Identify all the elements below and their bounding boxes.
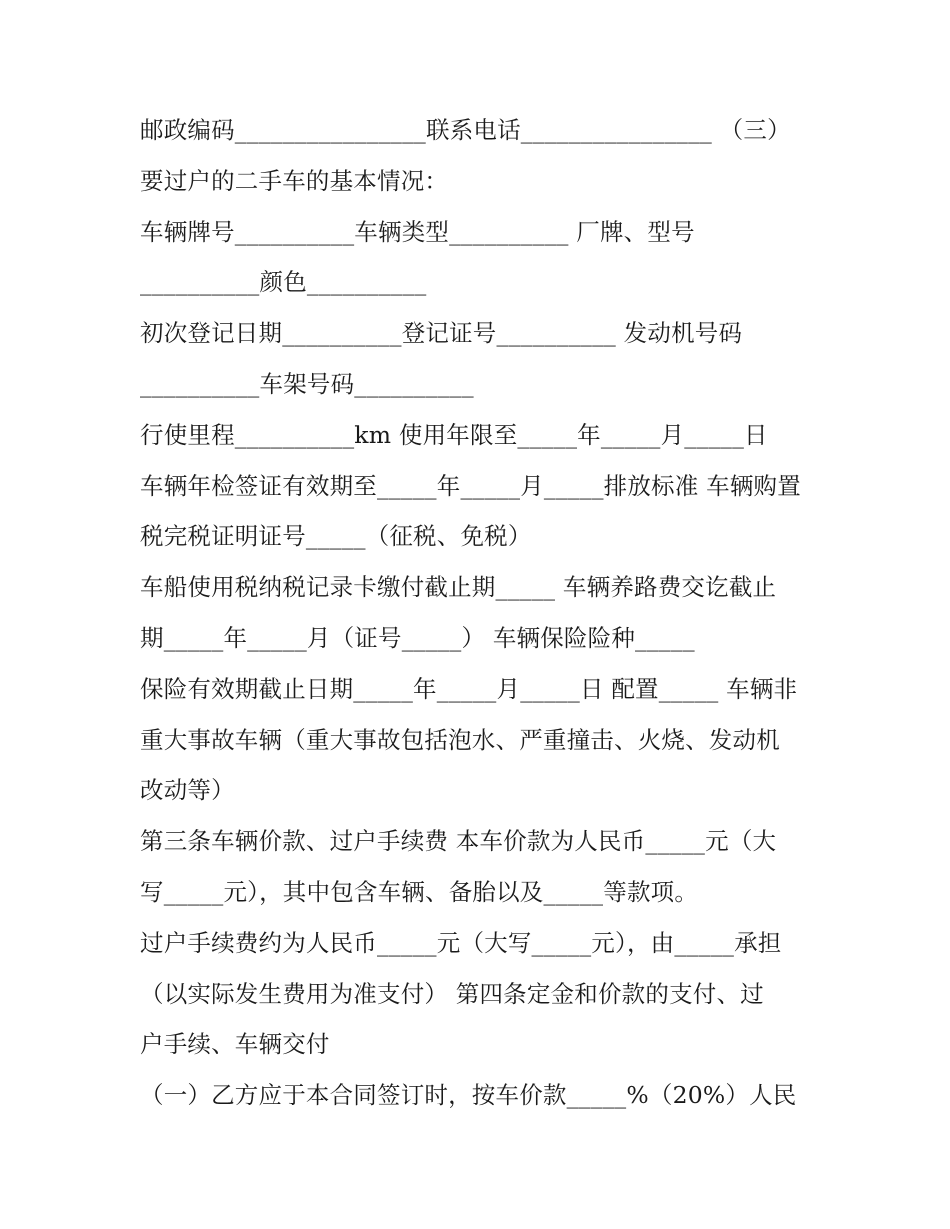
text-line-transfer-fee: 过户手续费约为人民币_____元（大写_____元），由_____承担 — [140, 928, 782, 957]
text-line-postal-phone: 邮政编码________________联系电话________________ （三） — [140, 116, 791, 144]
text-line-road-fee-insurance: 期_____年_____月（证号_____） 车辆保险险种_____ — [140, 623, 695, 652]
text-line-vehicle-vessel-tax: 车船使用税纳税记录卡缴付截止期_____ 车辆养路费交讫截止 — [140, 573, 777, 602]
text-line-transfer-delivery: 户手续、车辆交付 — [140, 1030, 330, 1059]
text-line-frame-number: __________车架号码__________ — [140, 369, 474, 398]
text-line-price-capital: 写_____元），其中包含车辆、备胎以及_____等款项。 — [140, 877, 699, 906]
document-body — [140, 105, 820, 1121]
text-line-purchase-tax-certificate: 税完税证明证号_____（征税、免税） — [140, 522, 532, 551]
text-line-registration-engine: 初次登记日期__________登记证号__________ 发动机号码 — [140, 319, 743, 348]
text-line-color: __________颜色__________ — [140, 268, 427, 297]
text-line-annual-inspection: 车辆年检签证有效期至_____年_____月_____排放标准 车辆购置 — [140, 471, 801, 500]
text-line-insurance-validity: 保险有效期截止日期_____年_____月_____日 配置_____ 车辆非 — [140, 674, 798, 703]
text-line-mileage-service-life: 行使里程__________km 使用年限至_____年_____月_____日 — [140, 420, 768, 449]
text-line-deposit-clause: （一）乙方应于本合同签订时，按车价款_____%（20%）人民 — [140, 1081, 797, 1110]
text-line-article-four: （以实际发生费用为准支付） 第四条定金和价款的支付、过 — [140, 979, 764, 1008]
text-line-major-accident-cont: 改动等） — [140, 776, 235, 805]
text-line-vehicle-basic-info-heading: 要过户的二手车的基本情况： — [140, 166, 449, 195]
text-line-major-accident: 重大事故车辆（重大事故包括泡水、严重撞击、火烧、发动机 — [140, 725, 780, 754]
text-line-plate-type-brand: 车辆牌号__________车辆类型__________ 厂牌、型号 — [140, 217, 695, 246]
text-line-article-three-price: 第三条车辆价款、过户手续费 本车价款为人民币_____元（大 — [140, 827, 777, 856]
